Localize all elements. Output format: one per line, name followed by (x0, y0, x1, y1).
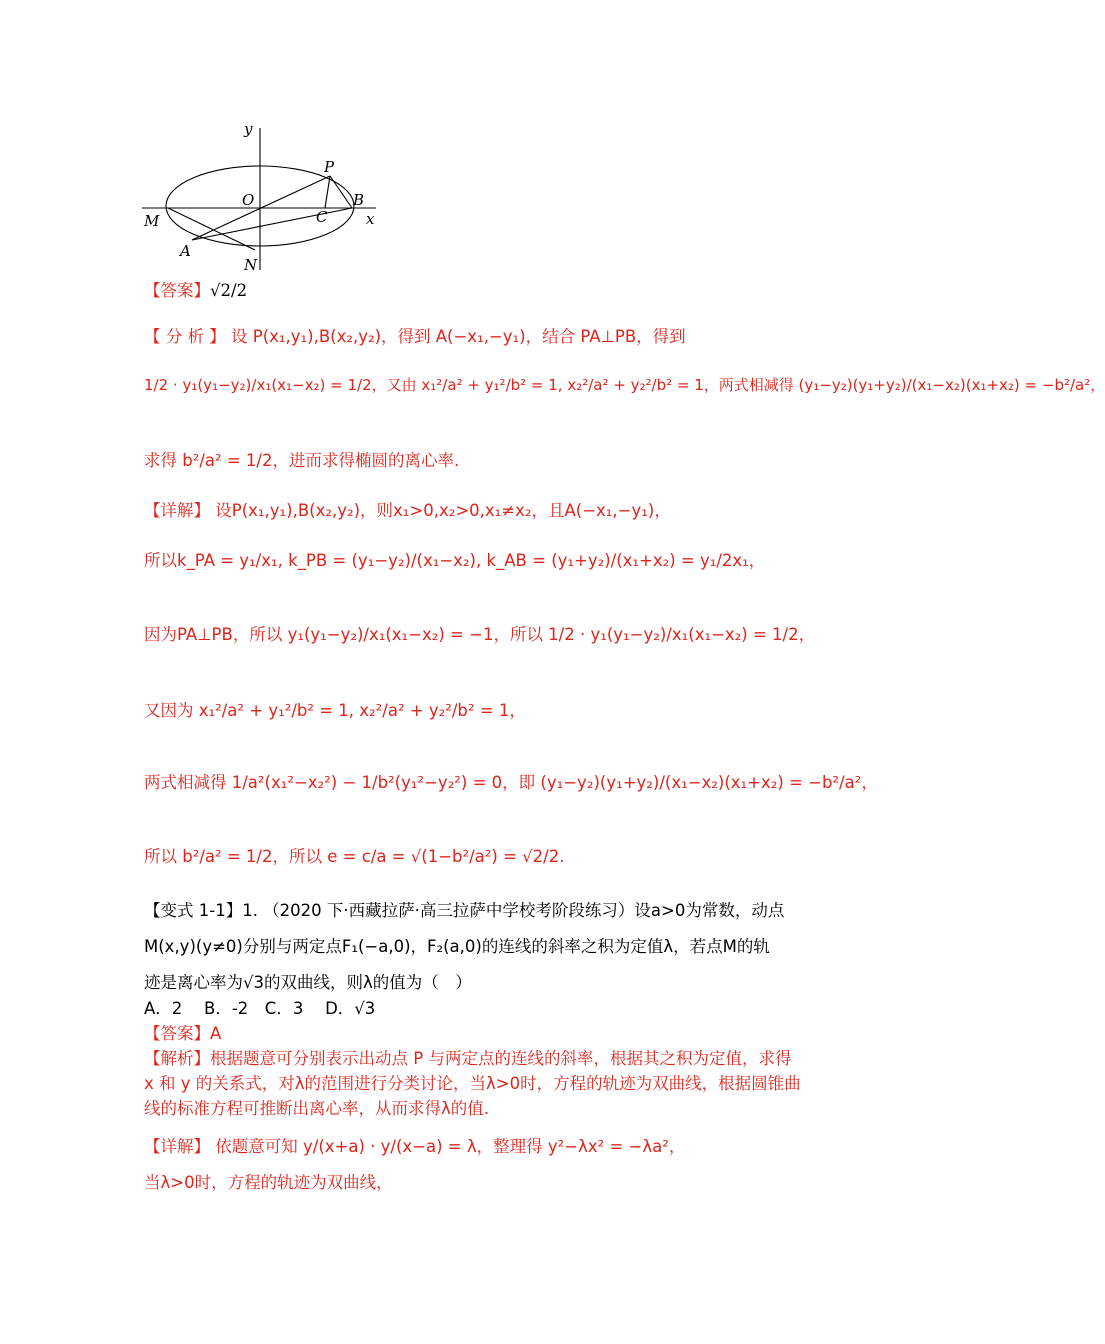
q1-detail-line-5: 两式相减得 1/a²(x₁²−x₂²) − 1/b²(y₁²−y₂²) = 0，即 (y₁−y₂)(y₁+y₂)/(x₁−x₂)(x₁+x₂) = −b²/a²， (144, 773, 878, 792)
q2-answer: 【答案】A (144, 1024, 222, 1043)
q1-detail-line-4: 又因为 x₁²/a² + y₁²/b² = 1, x₂²/a² + y₂²/b² = 1， (144, 701, 526, 720)
q2-analysis-line-2: x 和 y 的关系式，对λ的范围进行分类讨论，当λ>0时，方程的轨迹为双曲线，根据圆锥曲 (144, 1074, 801, 1093)
label-O: O (242, 191, 255, 209)
detail-tag: 【详解】 (144, 501, 210, 520)
segment-AB (192, 208, 352, 240)
q2-title-line-3: 迹是离心率为√3的双曲线，则λ的值为（ ） (144, 973, 472, 992)
label-y: y (244, 120, 253, 138)
q2-detail-text-1: 依题意可知 y/(x+a) · y/(x−a) = λ，整理得 y²−λx² = −λa²， (215, 1137, 686, 1156)
answer-value: √2/2 (210, 281, 248, 300)
q1-answer-line (144, 280, 247, 302)
answer-tag: 【答案】 (144, 281, 210, 300)
ellipse-diagram (140, 118, 390, 278)
q2-title-line-1: 【变式 1-1】1. （2020 下·西藏拉萨·高三拉萨中学校考阶段练习）设a>0为常数，动点 (144, 901, 785, 920)
label-N: N (244, 256, 258, 274)
label-B: B (353, 191, 365, 209)
q2-detail-tag: 【详解】 (144, 1137, 210, 1156)
q2-title-line-2: M(x,y)(y≠0)分别与两定点F₁(−a,0)，F₂(a,0)的连线的斜率之积为定值λ，若点M的轨 (144, 937, 770, 956)
analysis-text-1: 设 P(x₁,y₁),B(x₂,y₂)，得到 A(−x₁,−y₁)，结合 PA⊥PB，得到 (231, 327, 686, 346)
q2-detail-line-2: 当λ>0时，方程的轨迹为双曲线， (144, 1173, 393, 1192)
q1-analysis-line-2: 1/2 · y₁(y₁−y₂)/x₁(x₁−x₂) = 1/2，又由 x₁²/a² + y₁²/b² = 1, x₂²/a² + y₂²/b² = 1，两式相减得 (y₁−y₂)(y₁+y₂)/(x₁−x₂)(x₁+x₂) = −b²/a²， (144, 376, 1105, 394)
label-C: C (316, 208, 328, 226)
label-P: P (324, 158, 335, 176)
q1-detail-line-1 (144, 500, 671, 522)
q1-detail-line-6: 所以 b²/a² = 1/2，所以 e = c/a = √(1−b²/a²) = √2/2. (144, 847, 565, 866)
q1-detail-line-2: 所以k_PA = y₁/x₁, k_PB = (y₁−y₂)/(x₁−x₂), k_AB = (y₁+y₂)/(x₁+x₂) = y₁/2x₁， (144, 551, 766, 570)
detail-text-1: 设P(x₁,y₁),B(x₂,y₂)，则x₁>0,x₂>0,x₁≠x₂，且A(−x₁,−y₁)， (215, 501, 671, 520)
analysis-tag: 【 分 析 】 (144, 327, 226, 346)
label-x: x (366, 210, 375, 228)
q2-analysis-line-3: 线的标准方程可推断出离心率，从而求得λ的值. (144, 1099, 490, 1118)
segment-PC (325, 176, 330, 208)
label-M: M (144, 212, 160, 230)
q2-options: A．2 B．-2 C．3 D．√3 (144, 999, 376, 1018)
q1-analysis-line-3: 求得 b²/a² = 1/2，进而求得椭圆的离心率. (144, 451, 460, 470)
q1-detail-line-3: 因为PA⊥PB，所以 y₁(y₁−y₂)/x₁(x₁−x₂) = −1，所以 1/2 · y₁(y₁−y₂)/x₁(x₁−x₂) = 1/2， (144, 625, 816, 644)
q1-analysis-line-1 (144, 326, 686, 348)
q2-detail-line-1 (144, 1136, 685, 1158)
q2-analysis-line-1: 【解析】根据题意可分别表示出动点 P 与两定点的连线的斜率，根据其之积为定值，求得 (144, 1049, 792, 1068)
label-A: A (180, 242, 191, 260)
